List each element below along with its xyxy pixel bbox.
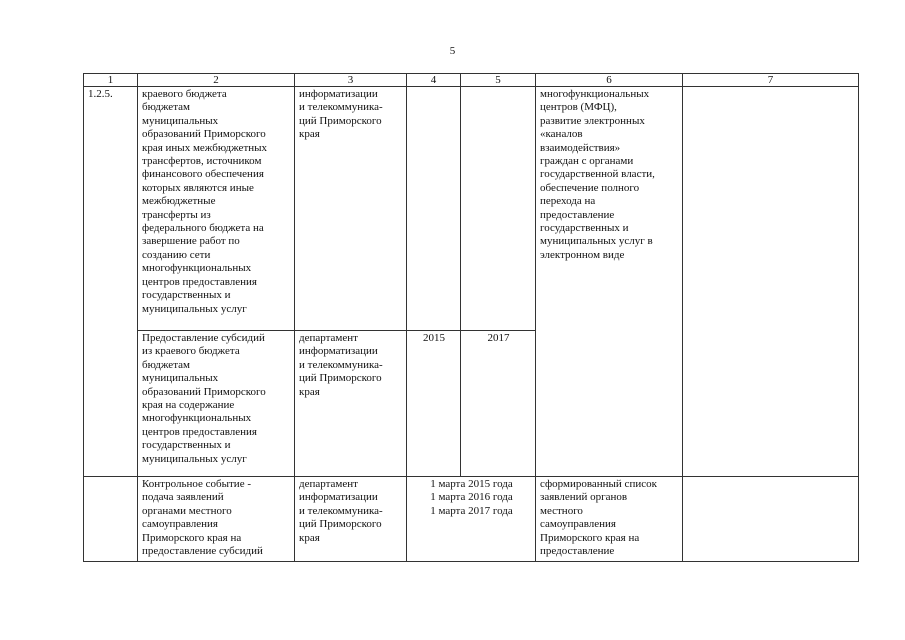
document-table	[83, 73, 859, 562]
control-event-description: Контрольное событие - подача заявлений органами местного самоуправления Приморского края на предоставление субсидий	[138, 477, 295, 562]
table-row	[84, 87, 859, 331]
end-year: 2017	[461, 331, 536, 477]
responsible-executor: департамент информатизации и телекоммуника- ций Приморского края	[295, 331, 407, 477]
expected-result: сформированный список заявлений органов местного самоуправления Приморского края на предоставление	[536, 477, 683, 562]
measure-description: краевого бюджета бюджетам муниципальных образований Приморского края иных межбюджетных трансфертов, источником финансового обеспечения которых являются иные межбюджетные трансферты из федерального бюджета на завершение работ по созданию сети многофункциональных центров предоставления государственных и муниципальных услуг	[138, 87, 295, 331]
row-number	[84, 477, 138, 562]
header-row	[84, 74, 859, 87]
start-year-cell	[407, 87, 461, 331]
page-number: 5	[449, 45, 456, 57]
control-event-dates: 1 марта 2015 года 1 марта 2016 года 1 марта 2017 года	[407, 477, 536, 562]
row-number: 1.2.5.	[84, 87, 138, 477]
header-cell: 6	[536, 74, 683, 87]
table-row	[84, 477, 859, 562]
measure-description: Предоставление субсидий из краевого бюджета бюджетам муниципальных образований Приморского края на содержание многофункциональных центров предоставления государственных и муниципальных услуг	[138, 331, 295, 477]
start-year: 2015	[407, 331, 461, 477]
header-cell: 2	[138, 74, 295, 87]
responsible-executor: департамент информатизации и телекоммуника- ций Приморского края	[295, 477, 407, 562]
notes-cell	[683, 87, 859, 477]
header-cell: 1	[84, 74, 138, 87]
header-cell: 3	[295, 74, 407, 87]
header-cell: 7	[683, 74, 859, 87]
notes-cell	[683, 477, 859, 562]
header-cell: 5	[461, 74, 536, 87]
end-year-cell	[461, 87, 536, 331]
header-cell: 4	[407, 74, 461, 87]
responsible-executor: информатизации и телекоммуника- ций Приморского края	[295, 87, 407, 331]
expected-result: многофункциональных центров (МФЦ), развитие электронных «каналов взаимодействия» граждан с органами государственной власти, обеспечение полного перехода на предоставление государственных и муниципальных услуг в электронном виде	[536, 87, 683, 477]
